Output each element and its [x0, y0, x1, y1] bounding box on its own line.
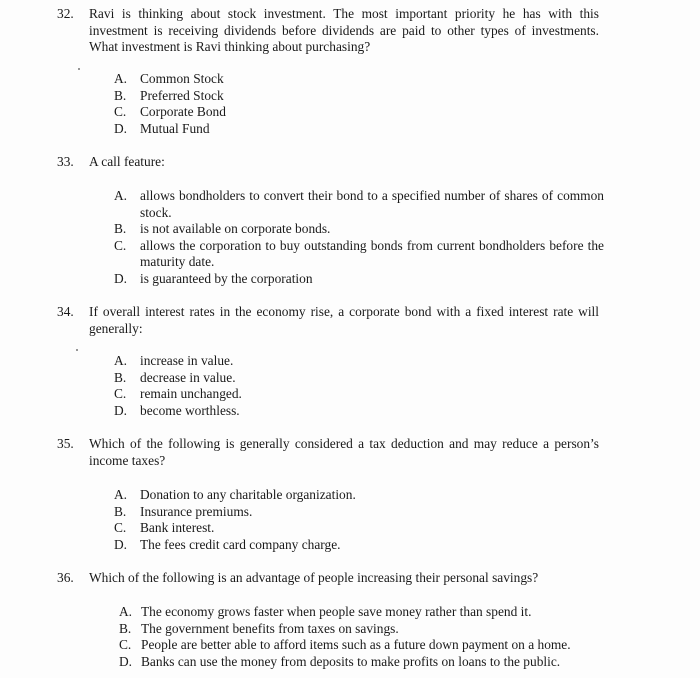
option-d[interactable]: D. Banks can use the money from deposits to make profits on loans to the public.	[119, 653, 561, 669]
option-b[interactable]: B. is not available on corporate bonds.	[114, 221, 331, 236]
question-text: Which of the following is generally considered a tax deduction and may reduce a person’s income taxes?	[89, 436, 599, 468]
option-d[interactable]: D. become worthless.	[114, 402, 240, 418]
option-c[interactable]: C. allows the corporation to buy outstanding bonds from current bondholders before the maturity date.	[114, 237, 604, 269]
option-b[interactable]: B. The government benefits from taxes on savings.	[119, 620, 399, 636]
option-a[interactable]: A. Common Stock	[114, 71, 224, 86]
question-number: 35.	[57, 436, 74, 451]
question-text: Which of the following is an advantage of people increasing their personal savings?	[89, 570, 539, 585]
option-a[interactable]: A. allows bondholders to convert their bond to a specified number of shares of common stock.	[114, 188, 604, 220]
question-text: A call feature:	[89, 154, 165, 169]
option-d[interactable]: D. Mutual Fund	[114, 120, 210, 136]
option-b[interactable]: B. Preferred Stock	[114, 87, 224, 103]
question-number: 36.	[57, 570, 74, 585]
option-c[interactable]: C. Corporate Bond	[114, 104, 226, 119]
option-c[interactable]: C. People are better able to afford items such as a future down payment on a home.	[119, 637, 571, 652]
option-c[interactable]: C. Bank interest.	[114, 520, 215, 535]
option-a[interactable]: A. Donation to any charitable organization.	[114, 487, 356, 502]
option-a[interactable]: A. increase in value.	[114, 353, 234, 368]
question-number: 32.	[57, 6, 74, 21]
option-b[interactable]: B. Insurance premiums.	[114, 503, 253, 519]
scan-speck	[78, 68, 80, 70]
question-text: Ravi is thinking about stock investment. The most important priority he has with this investment is receiving dividends before dividends are paid to other types of investments. What investment is Ravi thinking about purchasing?	[89, 6, 599, 54]
question-number: 34.	[57, 304, 74, 319]
option-d[interactable]: D. The fees credit card company charge.	[114, 536, 341, 552]
option-a[interactable]: A. The economy grows faster when people save money rather than spend it.	[119, 604, 532, 619]
option-d[interactable]: D. is guaranteed by the corporation	[114, 270, 313, 286]
option-c[interactable]: C. remain unchanged.	[114, 386, 242, 401]
scan-speck	[76, 349, 78, 351]
question-number: 33.	[57, 154, 74, 169]
question-text: If overall interest rates in the economy rise, a corporate bond with a fixed interest rate will generally:	[89, 304, 599, 336]
option-b[interactable]: B. decrease in value.	[114, 369, 236, 385]
